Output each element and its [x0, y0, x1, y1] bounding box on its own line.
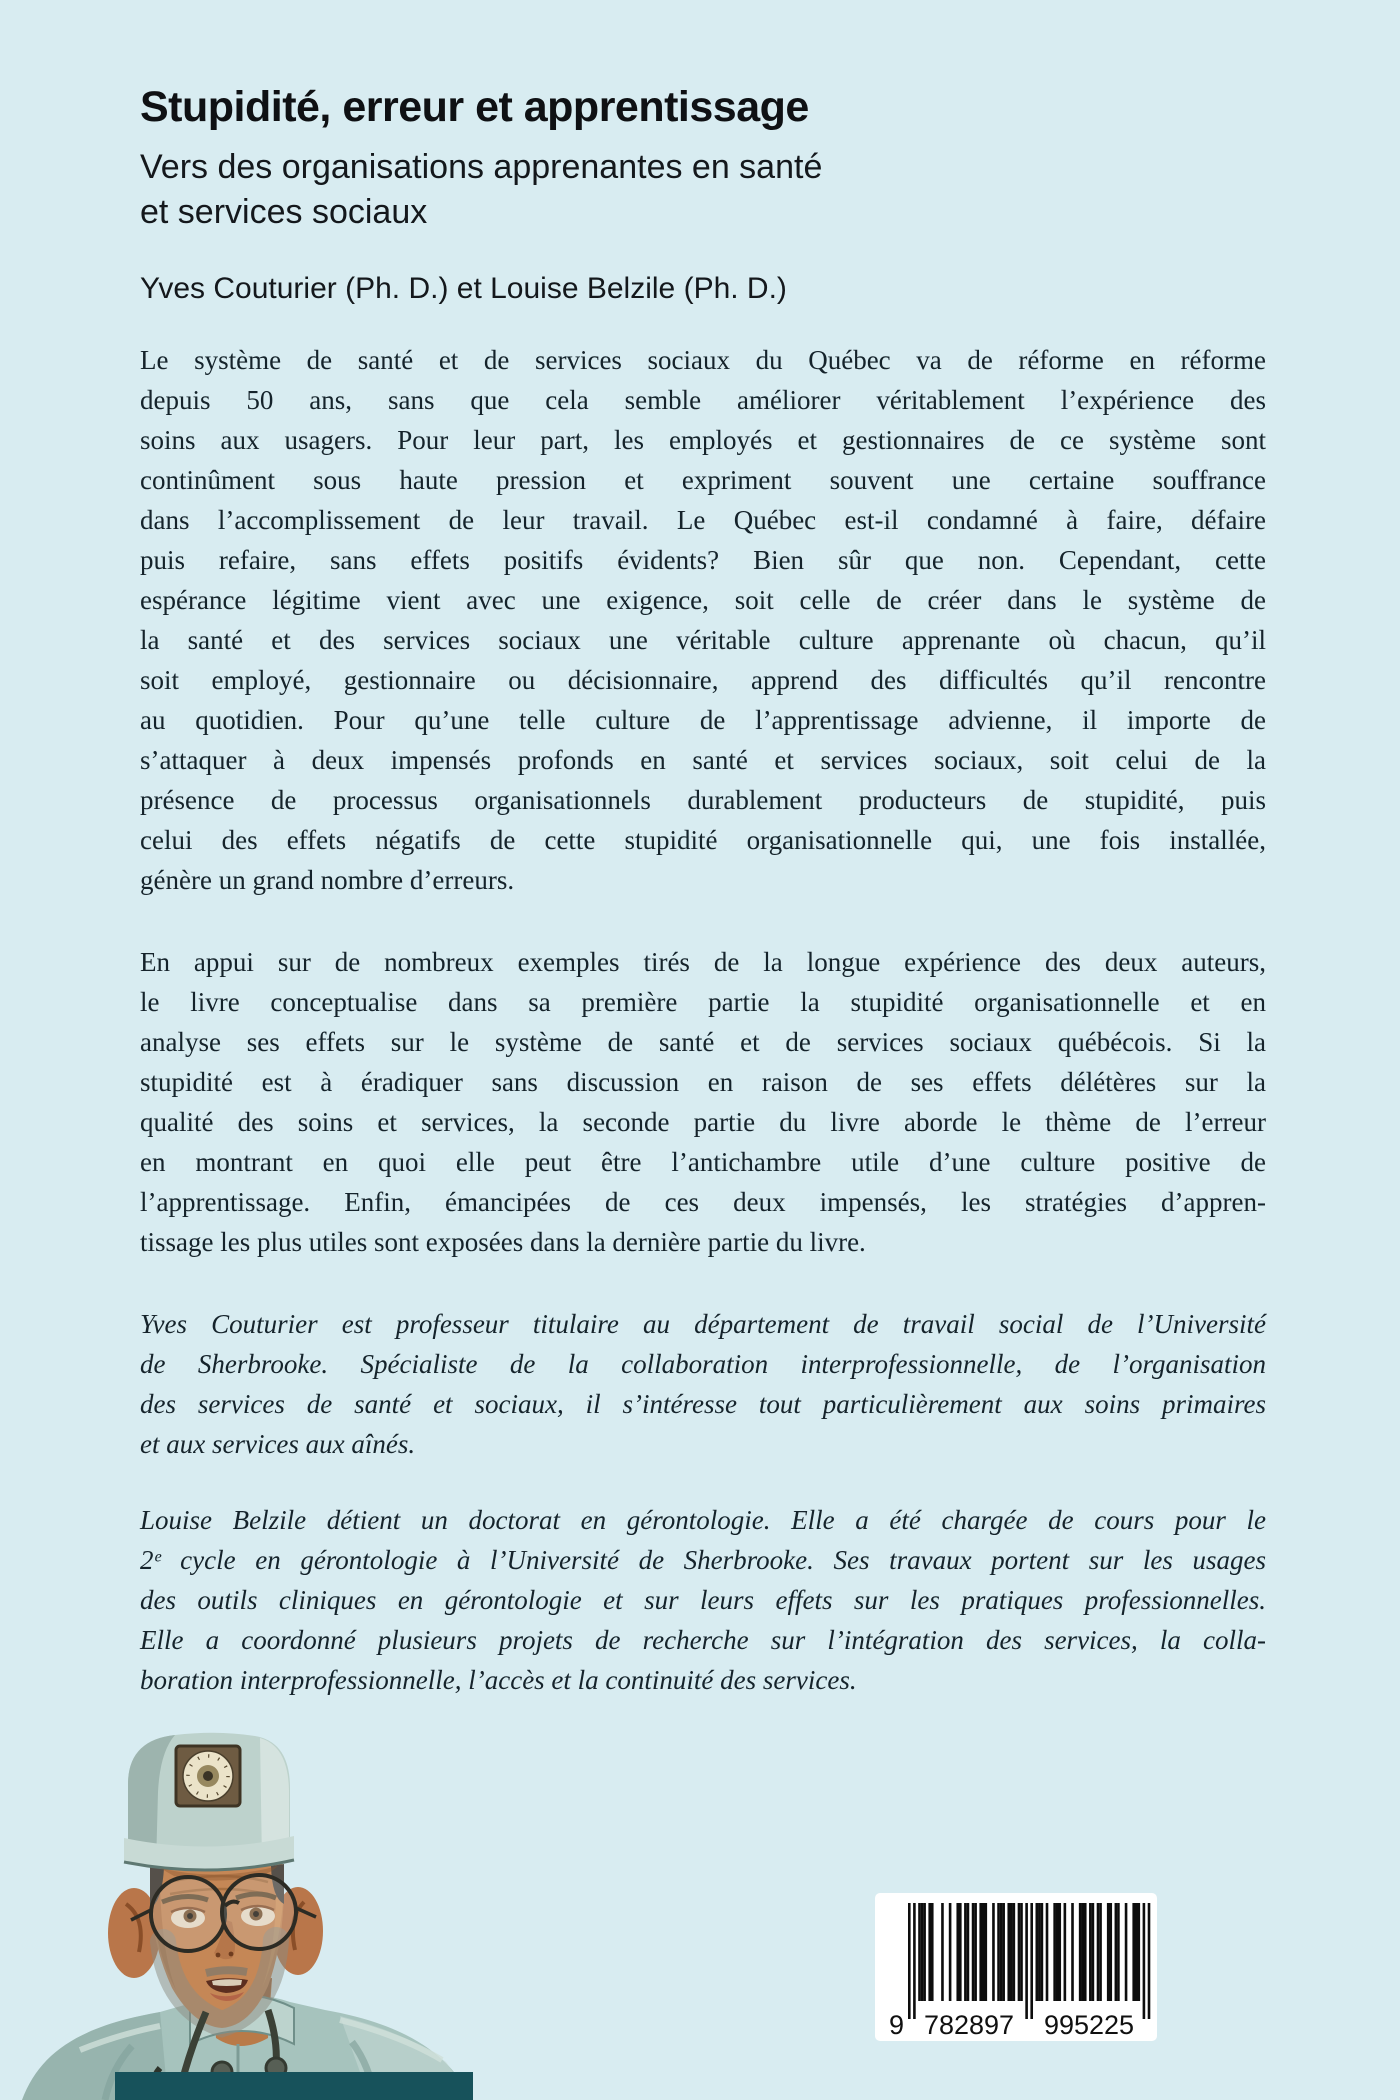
- text-line: des services de santé et sociaux, il s’intéresse tout particulièrement aux soins primaires: [140, 1389, 1266, 1419]
- text-line: Le système de santé et de services sociaux du Québec va de réforme en réforme: [140, 345, 1266, 375]
- book-subtitle: [140, 145, 1266, 235]
- text-line: dans l’accomplissement de leur travail. Le Québec est-il condamné à faire, défaire: [140, 505, 1266, 535]
- text-line: soins aux usagers. Pour leur part, les employés et gestionnaires de ce système sont: [140, 425, 1266, 455]
- barcode-digits-group1: 782897: [923, 2010, 1015, 2040]
- text-line: stupidité est à éradiquer sans discussion en raison de ses effets délétères sur la: [140, 1067, 1266, 1097]
- text-line: espérance légitime vient avec une exigence, soit celle de créer dans le système de: [140, 585, 1266, 615]
- table-edge: [115, 2072, 473, 2100]
- text-line: s’attaquer à deux impensés profonds en santé et services sociaux, soit celui de la: [140, 745, 1266, 775]
- text-line: au quotidien. Pour qu’une telle culture de l’apprentissage advienne, il importe de: [140, 705, 1266, 735]
- text-line: depuis 50 ans, sans que cela semble améliorer véritablement l’expérience des: [140, 385, 1266, 415]
- barcode-digit-left: 9: [888, 2010, 904, 2040]
- text-line: celui des effets négatifs de cette stupidité organisationnelle qui, une fois installée,: [140, 825, 1266, 855]
- barcode-digits-group2: 995225: [1043, 2010, 1135, 2040]
- synopsis-and-bios: [140, 340, 1266, 1736]
- text-line: tissage les plus utiles sont exposées dans la dernière partie du livre.: [140, 1227, 866, 1257]
- author-bio-paragraph: [140, 1500, 1266, 1700]
- glasses-icon: [151, 1877, 225, 1951]
- text-line: continûment sous haute pression et expriment souvent une certaine souffrance: [140, 465, 1266, 495]
- text-line: l’apprentissage. Enfin, émancipées de ces deux impensés, les stratégies d’appren-: [140, 1187, 1266, 1217]
- subtitle-line: Vers des organisations apprenantes en santé: [140, 148, 823, 187]
- text-line: Yves Couturier est professeur titulaire au département de travail social de l’Université: [140, 1309, 1266, 1339]
- barcode-graphic: [875, 1893, 1157, 2041]
- text-line: et aux services aux aînés.: [140, 1429, 416, 1459]
- text-line: En appui sur de nombreux exemples tirés de la longue expérience des deux auteurs,: [140, 947, 1266, 977]
- text-line: qualité des soins et services, la seconde partie du livre aborde le thème de l’erreur: [140, 1107, 1266, 1137]
- synopsis-paragraph: [140, 942, 1266, 1262]
- text-line: de Sherbrooke. Spécialiste de la collaboration interprofessionnelle, de l’organisation: [140, 1349, 1266, 1379]
- text-line: en montrant en quoi elle peut être l’antichambre utile d’une culture positive de: [140, 1147, 1266, 1177]
- text-line: génère un grand nombre d’erreurs.: [140, 865, 515, 895]
- text-line: 2ᵉ cycle en gérontologie à l’Université de Sherbrooke. Ses travaux portent sur les usages: [140, 1545, 1266, 1575]
- synopsis-paragraph: [140, 340, 1266, 900]
- text-line: Elle a coordonné plusieurs projets de recherche sur l’intégration des services, la colla-: [140, 1625, 1266, 1655]
- book-title: Stupidité, erreur et apprentissage: [140, 83, 809, 131]
- text-line: soit employé, gestionnaire ou décisionnaire, apprend des difficultés qu’il rencontre: [140, 665, 1266, 695]
- text-line: présence de processus organisationnels durablement producteurs de stupidité, puis: [140, 785, 1266, 815]
- text-line: boration interprofessionnelle, l’accès et la continuité des services.: [140, 1665, 857, 1695]
- cover-header: [140, 84, 1266, 309]
- barcode: [875, 1893, 1157, 2041]
- text-line: la santé et des services sociaux une véritable culture apprenante où chacun, qu’il: [140, 625, 1266, 655]
- surgeon-illustration: [10, 1690, 480, 2100]
- text-line: des outils cliniques en gérontologie et sur leurs effets sur les pratiques professionnelles.: [140, 1585, 1266, 1615]
- text-line: analyse ses effets sur le système de santé et de services sociaux québécois. Si la: [140, 1027, 1266, 1057]
- text-line: puis refaire, sans effets positifs évidents? Bien sûr que non. Cependant, cette: [140, 545, 1266, 575]
- authors-line: Yves Couturier (Ph. D.) et Louise Belzile (Ph. D.): [140, 272, 787, 306]
- subtitle-line: et services sociaux: [140, 193, 428, 232]
- author-bio-paragraph: [140, 1304, 1266, 1464]
- text-line: Louise Belzile détient un doctorat en gérontologie. Elle a été chargée de cours pour le: [140, 1505, 1266, 1535]
- text-line: le livre conceptualise dans sa première partie la stupidité organisationnelle et en: [140, 987, 1266, 1017]
